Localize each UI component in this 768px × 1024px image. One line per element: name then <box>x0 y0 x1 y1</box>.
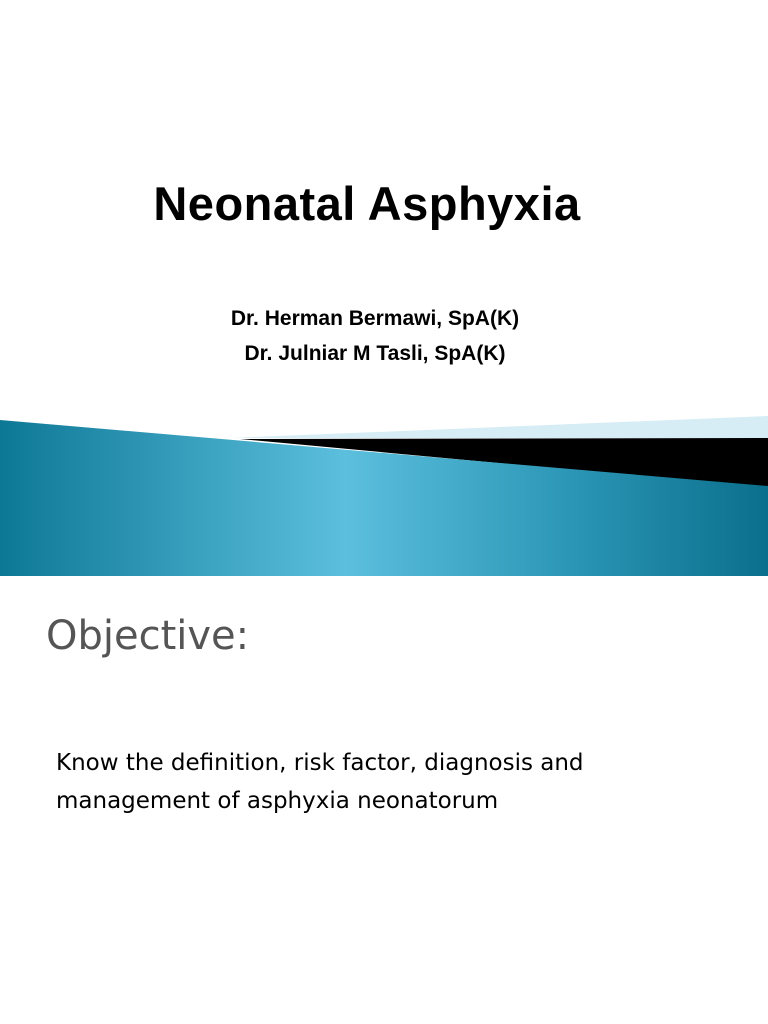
author-line-1: Dr. Herman Bermawi, SpA(K) <box>230 307 520 330</box>
objective-body: Know the definition, risk factor, diagnosis and management of asphyxia neonatorum <box>56 750 584 814</box>
decorative-banner <box>0 400 768 576</box>
author-line-2: Dr. Julniar M Tasli, SpA(K) <box>244 342 506 365</box>
banner-pale-stripe <box>230 416 768 438</box>
objective-heading: Objective: <box>46 613 250 659</box>
objective-slide <box>0 576 768 1024</box>
slide-title: Neonatal Asphyxia <box>153 177 581 230</box>
